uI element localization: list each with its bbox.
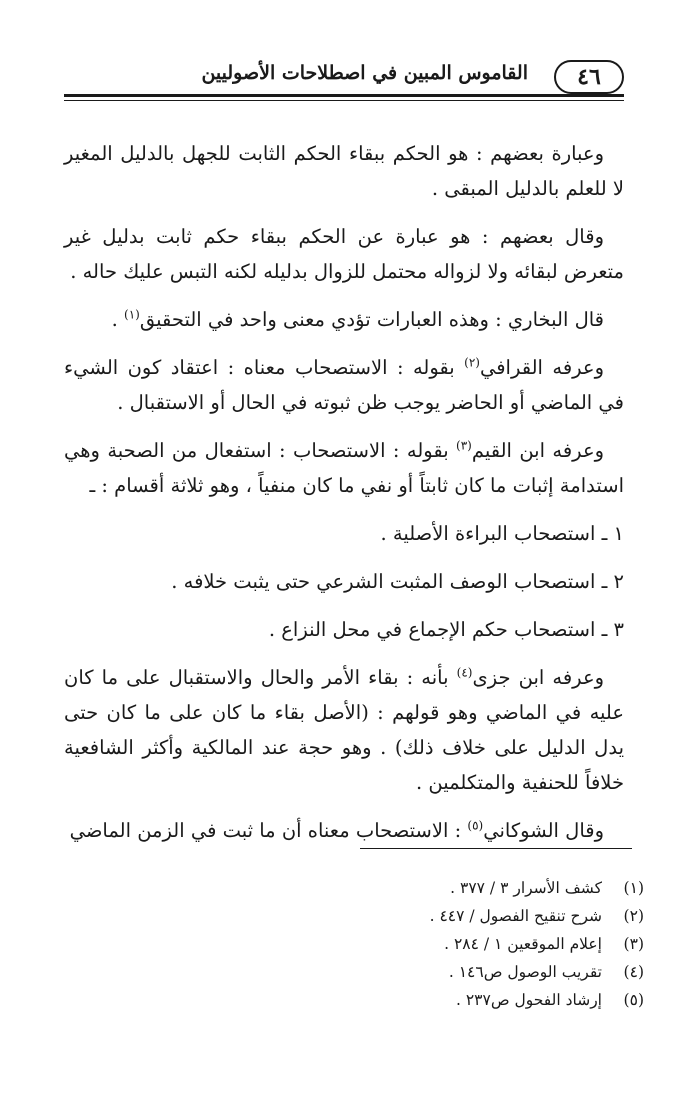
paragraph: وعرفه ابن القيم$^{(٣)}$ بقوله : الاستصحاب : استفعال من الصحبة وهي استدامة إثبات ما كان ثابتاً أو نفي ما كان منفياً ، وهو ثلاثة أقسام : ـ — [64, 438, 624, 497]
paragraph: وقال الشوكاني$^{(٥)}$ : الاستصحاب معناه أن ما ثبت في الزمن الماضي — [69, 818, 604, 842]
footnote-text: شرح تنقيح الفصول / ٤٤٧ . — [429, 907, 602, 925]
running-title: القاموس المبين في اصطلاحات الأصوليين — [201, 62, 528, 84]
footnote-item — [64, 986, 644, 1014]
list-item: ١ ـ استصحاب البراءة الأصلية . — [380, 522, 624, 545]
footnote-text: كشف الأسرار ٣ / ٣٧٧ . — [450, 879, 602, 897]
footnote-item — [64, 930, 644, 958]
footnote-item — [64, 902, 644, 930]
footnote-item — [64, 958, 644, 986]
footnote-marker[interactable]: (١) — [124, 307, 140, 322]
header-rule — [64, 94, 624, 97]
footnote-number: (٢) — [623, 907, 644, 925]
footnote-separator — [360, 848, 632, 849]
paragraph: وقال بعضهم : هو عبارة عن الحكم ببقاء حكم ثابت بدليل غير متعرض لبقائه ولا لزواله محتمل للزوال بدليله لكنه التبس عليك حاله . — [64, 225, 624, 283]
footnote-text: تقريب الوصول ص١٤٦ . — [448, 963, 602, 981]
footnote-item — [64, 874, 644, 902]
paragraph: وعرفه ابن جزى$^{(٤)}$ بأنه : بقاء الأمر والحال والاستقبال على ما كان عليه في الماضي وهو قولهم : (الأصل بقاء ما كان على ما كان حتى يدل الدليل على خلاف ذلك) . وهو حجة عند المالكية وأكثر الشافعية خلافاً للحنفية والمتكلمين . — [64, 665, 624, 794]
list-item: ٢ ـ استصحاب الوصف المثبت الشرعي حتى يثبت خلافه . — [171, 570, 624, 593]
page-header — [64, 58, 624, 100]
footnote-text: إعلام الموقعين ١ / ٢٨٤ . — [444, 935, 602, 953]
page-number: ٤٦ — [554, 60, 624, 94]
footnote-marker[interactable]: (٢) — [464, 355, 480, 370]
footnote-number: (٣) — [623, 935, 644, 953]
footnote-text: إرشاد الفحول ص٢٣٧ . — [456, 991, 602, 1009]
header-rule-thin — [64, 100, 624, 101]
footnotes — [64, 874, 644, 1014]
footnote-marker[interactable]: (٤) — [456, 665, 473, 680]
paragraph: وعرفه القرافي$^{(٢)}$ بقوله : الاستصحاب معناه : اعتقاد كون الشيء في الماضي أو الحاضر يوجب ظن ثبوته في الحال أو الاستقبال . — [64, 355, 624, 414]
footnote-marker[interactable]: (٣) — [456, 438, 472, 453]
list-item: ٣ ـ استصحاب حكم الإجماع في محل النزاع . — [268, 618, 624, 641]
footnote-marker[interactable]: (٥) — [467, 818, 484, 833]
footnote-number: (٤) — [623, 963, 644, 981]
main-text — [64, 136, 624, 861]
footnote-number: (١) — [623, 879, 644, 897]
paragraph: وعبارة بعضهم : هو الحكم ببقاء الحكم الثابت للجهل بالدليل المغير لا للعلم بالدليل المبقى . — [64, 142, 624, 200]
footnote-number: (٥) — [623, 991, 644, 1009]
paragraph: قال البخاري : وهذه العبارات تؤدي معنى واحد في التحقيق$^{(١)}$ . — [111, 307, 604, 331]
